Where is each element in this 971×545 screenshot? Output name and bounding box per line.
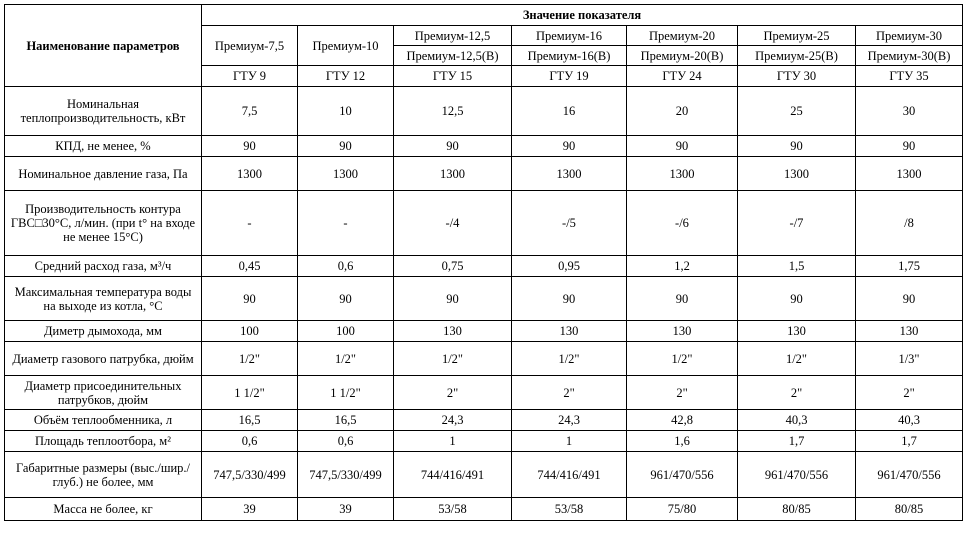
gtu-header: ГТУ 30: [738, 66, 856, 87]
value-cell: 1300: [738, 157, 856, 191]
parameter-label: Диаметр газового патрубка, дюйм: [5, 342, 202, 376]
parameter-label: Масса не более, кг: [5, 498, 202, 521]
value-cell: 53/58: [512, 498, 627, 521]
value-cell: 90: [738, 136, 856, 157]
value-cell: 16: [512, 87, 627, 136]
value-cell: 1/2": [738, 342, 856, 376]
table-row: [5, 376, 963, 410]
model-header: Премиум-10: [298, 26, 394, 66]
value-cell: 80/85: [856, 498, 963, 521]
value-cell: 90: [627, 136, 738, 157]
value-cell: 53/58: [394, 498, 512, 521]
value-cell: 0,95: [512, 256, 627, 277]
value-cell: 1300: [512, 157, 627, 191]
model-variant-header: Премиум-30(В): [856, 46, 963, 66]
model-variant-header: Премиум-12,5(В): [394, 46, 512, 66]
parameter-label: Максимальная температура воды на выходе из котла, °С: [5, 277, 202, 321]
value-cell: 1,2: [627, 256, 738, 277]
value-cell: 744/416/491: [394, 452, 512, 498]
value-cell: 90: [512, 277, 627, 321]
parameter-label: Габаритные размеры (выс./шир./глуб.) не более, мм: [5, 452, 202, 498]
parameter-label: Средний расход газа, м³/ч: [5, 256, 202, 277]
table-body: [5, 5, 963, 521]
value-cell: 12,5: [394, 87, 512, 136]
parameter-label: Диметр дымохода, мм: [5, 321, 202, 342]
value-cell: 2": [394, 376, 512, 410]
value-cell: 90: [298, 277, 394, 321]
table-row: [5, 431, 963, 452]
value-cell: 90: [202, 136, 298, 157]
value-cell: 130: [627, 321, 738, 342]
value-cell: 1: [512, 431, 627, 452]
value-cell: 90: [627, 277, 738, 321]
value-cell: 40,3: [738, 410, 856, 431]
value-cell: 100: [298, 321, 394, 342]
value-cell: 16,5: [298, 410, 394, 431]
value-cell: 1 1/2": [202, 376, 298, 410]
table-row: [5, 87, 963, 136]
gtu-header: ГТУ 35: [856, 66, 963, 87]
gtu-header: ГТУ 9: [202, 66, 298, 87]
value-cell: 90: [856, 277, 963, 321]
value-cell: 1: [394, 431, 512, 452]
value-cell: 130: [856, 321, 963, 342]
value-cell: 1/2": [627, 342, 738, 376]
value-cell: /8: [856, 191, 963, 256]
value-cell: 90: [394, 136, 512, 157]
value-cell: 1,7: [738, 431, 856, 452]
table-row: [5, 342, 963, 376]
model-variant-header: Премиум-25(В): [738, 46, 856, 66]
value-cell: 961/470/556: [856, 452, 963, 498]
value-cell: 1 1/2": [298, 376, 394, 410]
value-cell: -: [298, 191, 394, 256]
value-cell: 42,8: [627, 410, 738, 431]
value-cell: 39: [298, 498, 394, 521]
value-cell: 90: [856, 136, 963, 157]
model-variant-header: Премиум-20(В): [627, 46, 738, 66]
value-cell: 961/470/556: [738, 452, 856, 498]
value-cell: 7,5: [202, 87, 298, 136]
value-cell: -/7: [738, 191, 856, 256]
value-cell: 10: [298, 87, 394, 136]
table-row: [5, 256, 963, 277]
value-cell: 1,5: [738, 256, 856, 277]
value-cell: 2": [856, 376, 963, 410]
model-header: Премиум-30: [856, 26, 963, 46]
value-cell: 1,75: [856, 256, 963, 277]
value-cell: 0,6: [298, 431, 394, 452]
value-cell: 20: [627, 87, 738, 136]
gtu-header: ГТУ 15: [394, 66, 512, 87]
table-row: [5, 157, 963, 191]
value-cell: 90: [394, 277, 512, 321]
value-cell: 747,5/330/499: [298, 452, 394, 498]
value-cell: 1/2": [298, 342, 394, 376]
header-row-1: [5, 5, 963, 26]
value-cell: 130: [512, 321, 627, 342]
value-cell: 2": [627, 376, 738, 410]
parameter-label: Производительность контура ГВС□30°С, л/мин. (при t° на входе не менее 15°С): [5, 191, 202, 256]
specifications-table: [4, 4, 963, 521]
value-cell: 1/2": [512, 342, 627, 376]
value-cell: 961/470/556: [627, 452, 738, 498]
value-cell: 24,3: [512, 410, 627, 431]
model-header: Премиум-16: [512, 26, 627, 46]
parameter-label: Номинальная теплопроизводительность, кВт: [5, 87, 202, 136]
value-cell: 1/3": [856, 342, 963, 376]
table-row: [5, 136, 963, 157]
value-cell: -/4: [394, 191, 512, 256]
table-row: [5, 191, 963, 256]
value-cell: 25: [738, 87, 856, 136]
model-variant-header: Премиум-16(В): [512, 46, 627, 66]
table-row: [5, 452, 963, 498]
value-cell: 80/85: [738, 498, 856, 521]
value-cell: 747,5/330/499: [202, 452, 298, 498]
parameter-label: КПД, не менее, %: [5, 136, 202, 157]
value-cell: 16,5: [202, 410, 298, 431]
table-row: [5, 410, 963, 431]
value-cell: 1300: [202, 157, 298, 191]
value-cell: 1,6: [627, 431, 738, 452]
parameter-label: Объём теплообменника, л: [5, 410, 202, 431]
value-cell: 24,3: [394, 410, 512, 431]
value-cell: 2": [738, 376, 856, 410]
value-cell: 2": [512, 376, 627, 410]
value-cell: -/5: [512, 191, 627, 256]
value-cell: 90: [202, 277, 298, 321]
value-cell: 0,6: [298, 256, 394, 277]
table-row: [5, 277, 963, 321]
gtu-header: ГТУ 19: [512, 66, 627, 87]
model-header: Премиум-25: [738, 26, 856, 46]
value-cell: 130: [394, 321, 512, 342]
value-cell: 100: [202, 321, 298, 342]
value-cell: 90: [512, 136, 627, 157]
table-row: [5, 498, 963, 521]
value-cell: 744/416/491: [512, 452, 627, 498]
parameter-label: Номинальное давление газа, Па: [5, 157, 202, 191]
value-cell: 1300: [394, 157, 512, 191]
value-cell: 90: [738, 277, 856, 321]
value-cell: 1300: [856, 157, 963, 191]
value-group-header: Значение показателя: [202, 5, 963, 26]
model-header: Премиум-20: [627, 26, 738, 46]
value-cell: 0,6: [202, 431, 298, 452]
value-cell: 75/80: [627, 498, 738, 521]
value-cell: 90: [298, 136, 394, 157]
value-cell: 1/2": [202, 342, 298, 376]
model-header: Премиум-12,5: [394, 26, 512, 46]
model-header: Премиум-7,5: [202, 26, 298, 66]
param-column-header: Наименование параметров: [5, 5, 202, 87]
value-cell: 130: [738, 321, 856, 342]
gtu-header: ГТУ 12: [298, 66, 394, 87]
value-cell: 30: [856, 87, 963, 136]
value-cell: 0,75: [394, 256, 512, 277]
value-cell: 1300: [627, 157, 738, 191]
value-cell: -: [202, 191, 298, 256]
parameter-label: Диаметр присоединительных патрубков, дюйм: [5, 376, 202, 410]
value-cell: -/6: [627, 191, 738, 256]
parameter-label: Площадь теплоотбора, м²: [5, 431, 202, 452]
value-cell: 1,7: [856, 431, 963, 452]
value-cell: 40,3: [856, 410, 963, 431]
gtu-header: ГТУ 24: [627, 66, 738, 87]
value-cell: 1/2": [394, 342, 512, 376]
value-cell: 1300: [298, 157, 394, 191]
value-cell: 0,45: [202, 256, 298, 277]
value-cell: 39: [202, 498, 298, 521]
table-row: [5, 321, 963, 342]
